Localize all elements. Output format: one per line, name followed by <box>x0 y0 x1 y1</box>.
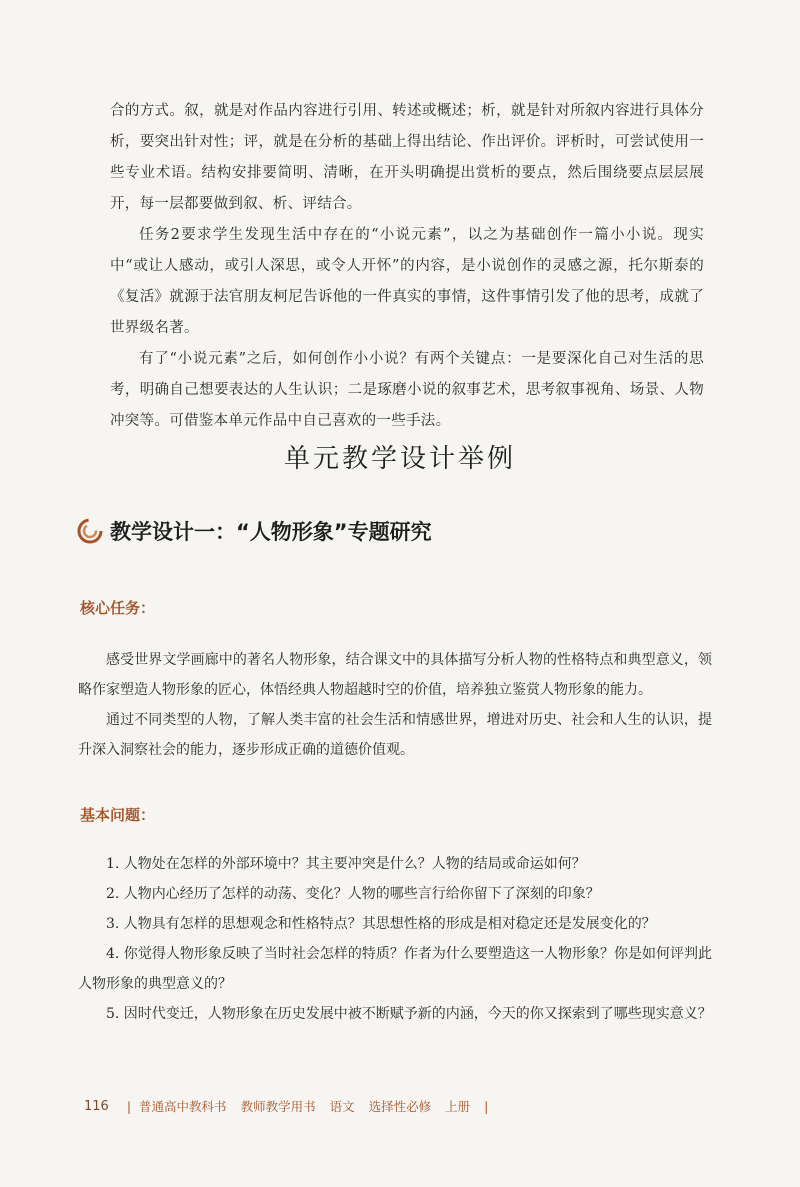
basic-questions-list <box>78 849 712 1029</box>
design-title-label: 教学设计一：“人物形象”专题研究 <box>110 520 432 544</box>
core-task-paragraph-2: 通过不同类型的人物，了解人类丰富的社会生活和情感世界，增进对历史、社会和人生的认识，提升深入洞察社会的能力，逐步形成正确的道德价值观。 <box>78 712 712 758</box>
swirl-icon <box>76 517 104 545</box>
question-item-4: 4. 你觉得人物形象反映了当时社会怎样的特质？作者为什么要塑造这一人物形象？你是如何评判此人物形象的典型意义的？ <box>78 946 712 992</box>
question-item-1: 1. 人物处在怎样的外部环境中？其主要冲突是什么？人物的结局或命运如何？ <box>106 856 586 872</box>
footer-volume-type: 选择性必修 <box>368 1099 432 1114</box>
intro-text <box>110 96 704 437</box>
intro-paragraph-1: 合的方式。叙，就是对作品内容进行引用、转述或概述；析，就是针对所叙内容进行具体分析，要突出针对性；评，就是在分析的基础上得出结论、作出评价。评析时，可尝试使用一些专业术语。结构安排要简明、清晰，在开头明确提出赏析的要点，然后围绕要点层层展开，每一层都要做到叙、析、评结合。 <box>110 103 704 212</box>
question-item-3: 3. 人物具有怎样的思想观念和性格特点？其思想性格的形成是相对稳定还是发展变化的？ <box>106 916 656 932</box>
intro-paragraph-3: 有了“小说元素”之后，如何创作小小说？有两个关键点：一是要深化自己对生活的思考，明确自己想要表达的人生认识；二是琢磨小说的叙事艺术，思考叙事视角、场景、人物冲突等。可借鉴本单元作品中自己喜欢的一些手法。 <box>110 351 704 429</box>
footer-book-type: 教师教学用书 <box>240 1099 316 1114</box>
page-footer <box>84 1097 496 1115</box>
core-task-heading: 核心任务： <box>80 599 156 617</box>
footer-subject: 语文 <box>329 1099 355 1114</box>
footer-book-series: 普通高中教科书 <box>139 1099 227 1114</box>
footer-divider-end: | <box>484 1098 489 1114</box>
core-task-text <box>78 645 712 765</box>
footer-volume: 上册 <box>445 1099 471 1114</box>
question-item-5: 5. 因时代变迁，人物形象在历史发展中被不断赋予新的内涵，今天的你又探索到了哪些现实意义？ <box>106 1006 712 1022</box>
core-task-paragraph-1: 感受世界文学画廊中的著名人物形象，结合课文中的具体描写分析人物的性格特点和典型意义，领略作家塑造人物形象的匠心，体悟经典人物超越时空的价值，培养独立鉴赏人物形象的能力。 <box>78 652 712 698</box>
footer-divider: | <box>126 1098 132 1114</box>
section-title: 单元教学设计举例 <box>283 444 516 474</box>
question-item-2: 2. 人物内心经历了怎样的动荡、变化？人物的哪些言行给你留下了深刻的印象？ <box>106 886 600 902</box>
design-title <box>76 516 432 546</box>
page-number: 116 <box>84 1098 109 1114</box>
basic-questions-heading: 基本问题： <box>80 806 156 824</box>
intro-paragraph-2: 任务2要求学生发现生活中存在的“小说元素”，以之为基础创作一篇小小说。现实中“或让人感动，或引人深思，或令人开怀”的内容，是小说创作的灵感之源，托尔斯泰的《复活》就源于法官朋友柯尼告诉他的一件真实的事情，这件事情引发了他的思考，成就了世界级名著。 <box>110 227 704 336</box>
